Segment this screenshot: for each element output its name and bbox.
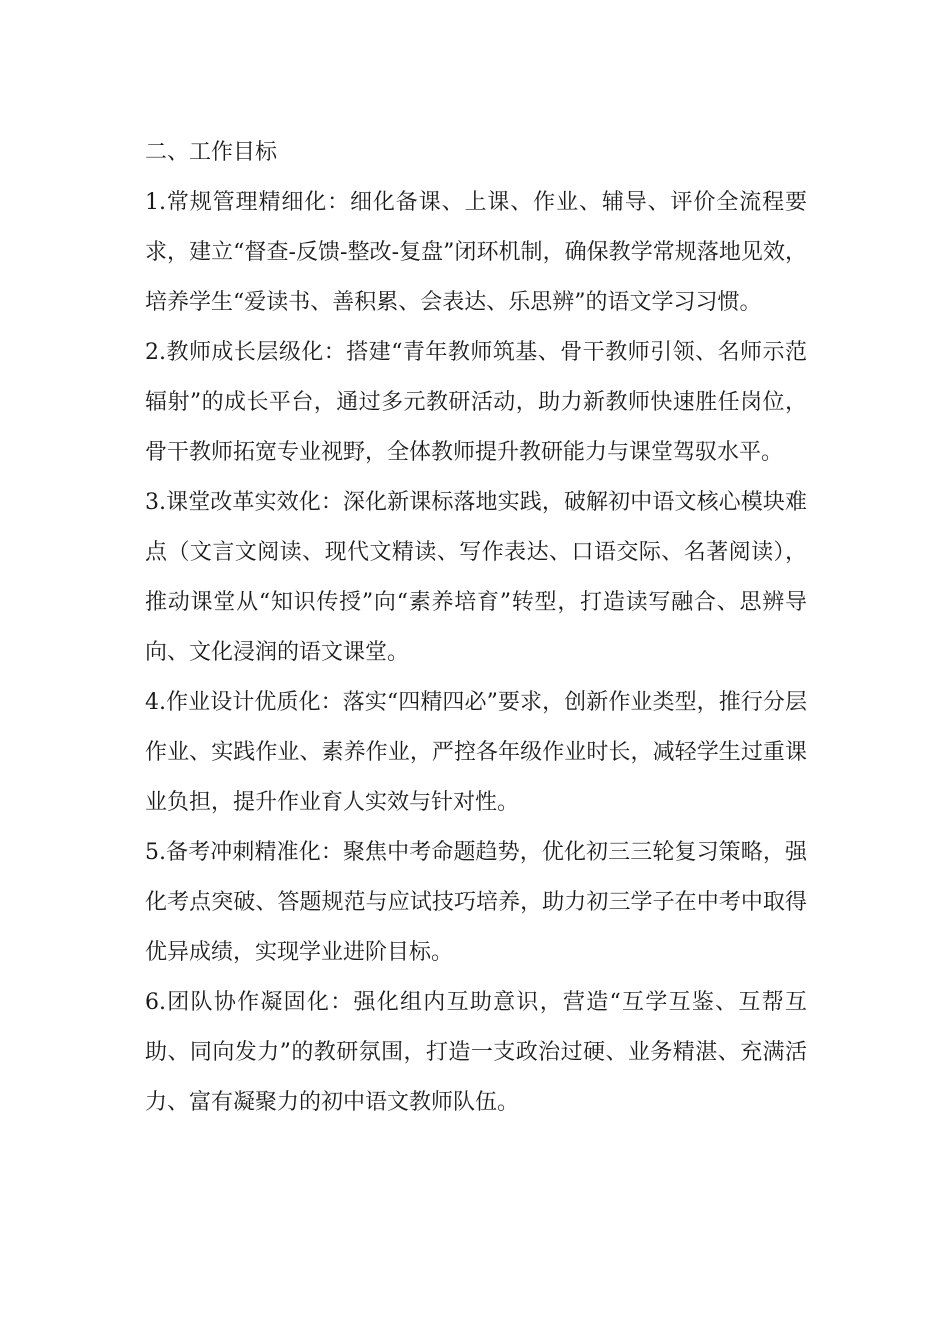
- document-body: [145, 128, 807, 1128]
- goal-paragraph-2: 2.教师成长层级化：搭建“青年教师筑基、骨干教师引领、名师示范辐射”的成长平台，通过多元教研活动，助力新教师快速胜任岗位，骨干教师拓宽专业视野，全体教师提升教研能力与课堂驾驭水平。: [145, 340, 807, 465]
- goal-paragraph-1: 1.常规管理精细化：细化备课、上课、作业、辅导、评价全流程要求，建立“督查-反馈-整改-复盘”闭环机制，确保教学常规落地见效，培养学生“爱读书、善积累、会表达、乐思辨”的语文学习习惯。: [145, 190, 807, 315]
- goal-paragraph-5: 5.备考冲刺精准化：聚焦中考命题趋势，优化初三三轮复习策略，强化考点突破、答题规范与应试技巧培养，助力初三学子在中考中取得优异成绩，实现学业进阶目标。: [145, 840, 807, 965]
- goal-paragraph-4: 4.作业设计优质化：落实“四精四必”要求，创新作业类型，推行分层作业、实践作业、素养作业，严控各年级作业时长，减轻学生过重课业负担，提升作业育人实效与针对性。: [145, 690, 807, 815]
- goal-paragraph-3: 3.课堂改革实效化：深化新课标落地实践，破解初中语文核心模块难点（文言文阅读、现代文精读、写作表达、口语交际、名著阅读），推动课堂从“知识传授”向“素养培育”转型，打造读写融合、思辨导向、文化浸润的语文课堂。: [145, 490, 807, 665]
- section-heading: 二、工作目标: [145, 140, 278, 165]
- goal-paragraph-6: 6.团队协作凝固化：强化组内互助意识，营造“互学互鉴、互帮互助、同向发力”的教研氛围，打造一支政治过硬、业务精湛、充满活力、富有凝聚力的初中语文教师队伍。: [145, 990, 807, 1115]
